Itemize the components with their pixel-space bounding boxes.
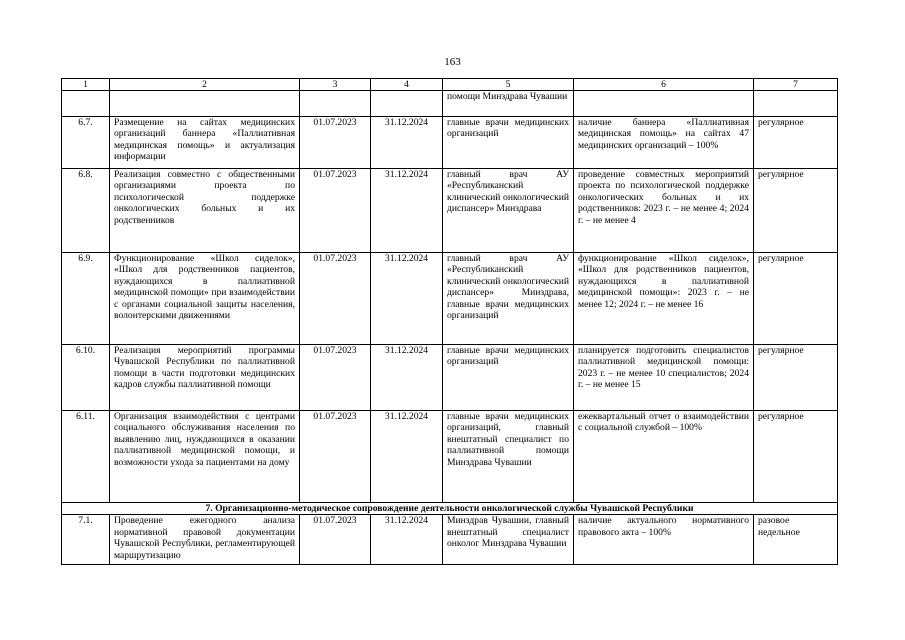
cell-frequency: регулярное <box>754 169 838 253</box>
cell-frequency: регулярное <box>754 253 838 345</box>
cell-result: наличие актуального нормативного правового акта – 100% <box>574 515 754 565</box>
cell-end-date: 31.12.2024 <box>371 411 443 503</box>
page-number: 163 <box>444 56 461 68</box>
cell-responsible: Минздрав Чувашии, главный внештатный специалист онколог Минздрава Чувашии <box>443 515 574 565</box>
table-row-continuation <box>62 91 838 117</box>
cell-end-date: 31.12.2024 <box>371 515 443 565</box>
cell-number: 6.11. <box>62 411 110 503</box>
cell-frequency: регулярное <box>754 345 838 411</box>
table-row <box>62 253 838 345</box>
cell-frequency: разовое недельное <box>754 515 838 565</box>
cell-start-date: 01.07.2023 <box>300 411 371 503</box>
cell-responsible: главный врач АУ «Республиканский клинический онкологический диспансер» Минздрава <box>443 169 574 253</box>
table-row <box>62 515 838 565</box>
cell-result: проведение совместных мероприятий проекта по психологической поддержке онкологических больных и их родственников: 2023 г. – не менее 4; 2024 г. – не менее 4 <box>574 169 754 253</box>
cell-responsible: главный врач АУ «Республиканский клинический онкологический диспансер» Минздрава, главные врачи медицинских организаций <box>443 253 574 345</box>
cell-result: наличие баннера «Паллиативная медицинская помощь» на сайтах 47 медицинских организаций – 100% <box>574 117 754 169</box>
column-header: 4 <box>371 79 443 91</box>
cell-title: Организация взаимодействия с центрами социального обслуживания населения по выявлению лиц, нуждающихся в оказании паллиативной медицинской помощи, и возможности ухода за пациентами на дому <box>110 411 300 503</box>
cell-title: Размещение на сайтах медицинских организаций баннера «Паллиативная медицинская помощь» и актуализация информации <box>110 117 300 169</box>
cell-start-date: 01.07.2023 <box>300 515 371 565</box>
plan-table <box>61 78 838 565</box>
cell-number: 6.7. <box>62 117 110 169</box>
cell-responsible: главные врачи медицинских организаций <box>443 117 574 169</box>
table-row <box>62 345 838 411</box>
table-row <box>62 169 838 253</box>
cell-number: 6.10. <box>62 345 110 411</box>
cell-title: Реализация совместно с общественными организациями проекта по психологической поддержке онкологических больных и их родственников <box>110 169 300 253</box>
cell-frequency: регулярное <box>754 411 838 503</box>
cell-end-date: 31.12.2024 <box>371 169 443 253</box>
cell-start-date: 01.07.2023 <box>300 253 371 345</box>
cell-frequency: регулярное <box>754 117 838 169</box>
table-row <box>62 117 838 169</box>
column-header: 7 <box>754 79 838 91</box>
cell-start-date: 01.07.2023 <box>300 345 371 411</box>
section-heading-row <box>62 503 838 515</box>
cell-number: 6.8. <box>62 169 110 253</box>
cell-end-date: 31.12.2024 <box>371 253 443 345</box>
cell-number: 7.1. <box>62 515 110 565</box>
cell-end-date: 31.12.2024 <box>371 345 443 411</box>
cell-result: ежеквартальный отчет о взаимодействии с социальной службой – 100% <box>574 411 754 503</box>
table-row <box>62 411 838 503</box>
cell-responsible: помощи Минздрава Чувашии <box>443 91 574 117</box>
cell-end-date: 31.12.2024 <box>371 117 443 169</box>
column-header: 6 <box>574 79 754 91</box>
cell-title: Проведение ежегодного анализа нормативной правовой документации Чувашской Республики, регламентирующей маршрутизацию <box>110 515 300 565</box>
section-title: 7. Организационно-методическое сопровождение деятельности онкологической службы Чувашской Республики <box>62 503 838 515</box>
cell-start-date: 01.07.2023 <box>300 117 371 169</box>
cell-responsible: главные врачи медицинских организаций <box>443 345 574 411</box>
cell-title: Реализация мероприятий программы Чувашской Республики по паллиативной помощи в части подготовки медицинских кадров службы паллиативной помощи <box>110 345 300 411</box>
cell-result: планируется подготовить специалистов паллиативной медицинской помощи: 2023 г. – не менее 10 специалистов; 2024 г. – не менее 15 <box>574 345 754 411</box>
cell-responsible: главные врачи медицинских организаций, главный внештатный специалист по паллиативной помощи Минздрава Чувашии <box>443 411 574 503</box>
column-number-row <box>62 79 838 91</box>
cell-start-date: 01.07.2023 <box>300 169 371 253</box>
cell-title: Функционирование «Школ сиделок», «Школ для родственников пациентов, нуждающихся в паллиативной медицинской помощи» при взаимодействии с органами социальной защиты населения, волонтерскими движениями <box>110 253 300 345</box>
column-header: 2 <box>110 79 300 91</box>
cell-number: 6.9. <box>62 253 110 345</box>
cell-result: функционирование «Школ сиделок», «Школ для родственников пациентов, нуждающихся в паллиативной медицинской помощи»: 2023 г. – не менее 12; 2024 г. – не менее 16 <box>574 253 754 345</box>
column-header: 1 <box>62 79 110 91</box>
column-header: 5 <box>443 79 574 91</box>
column-header: 3 <box>300 79 371 91</box>
